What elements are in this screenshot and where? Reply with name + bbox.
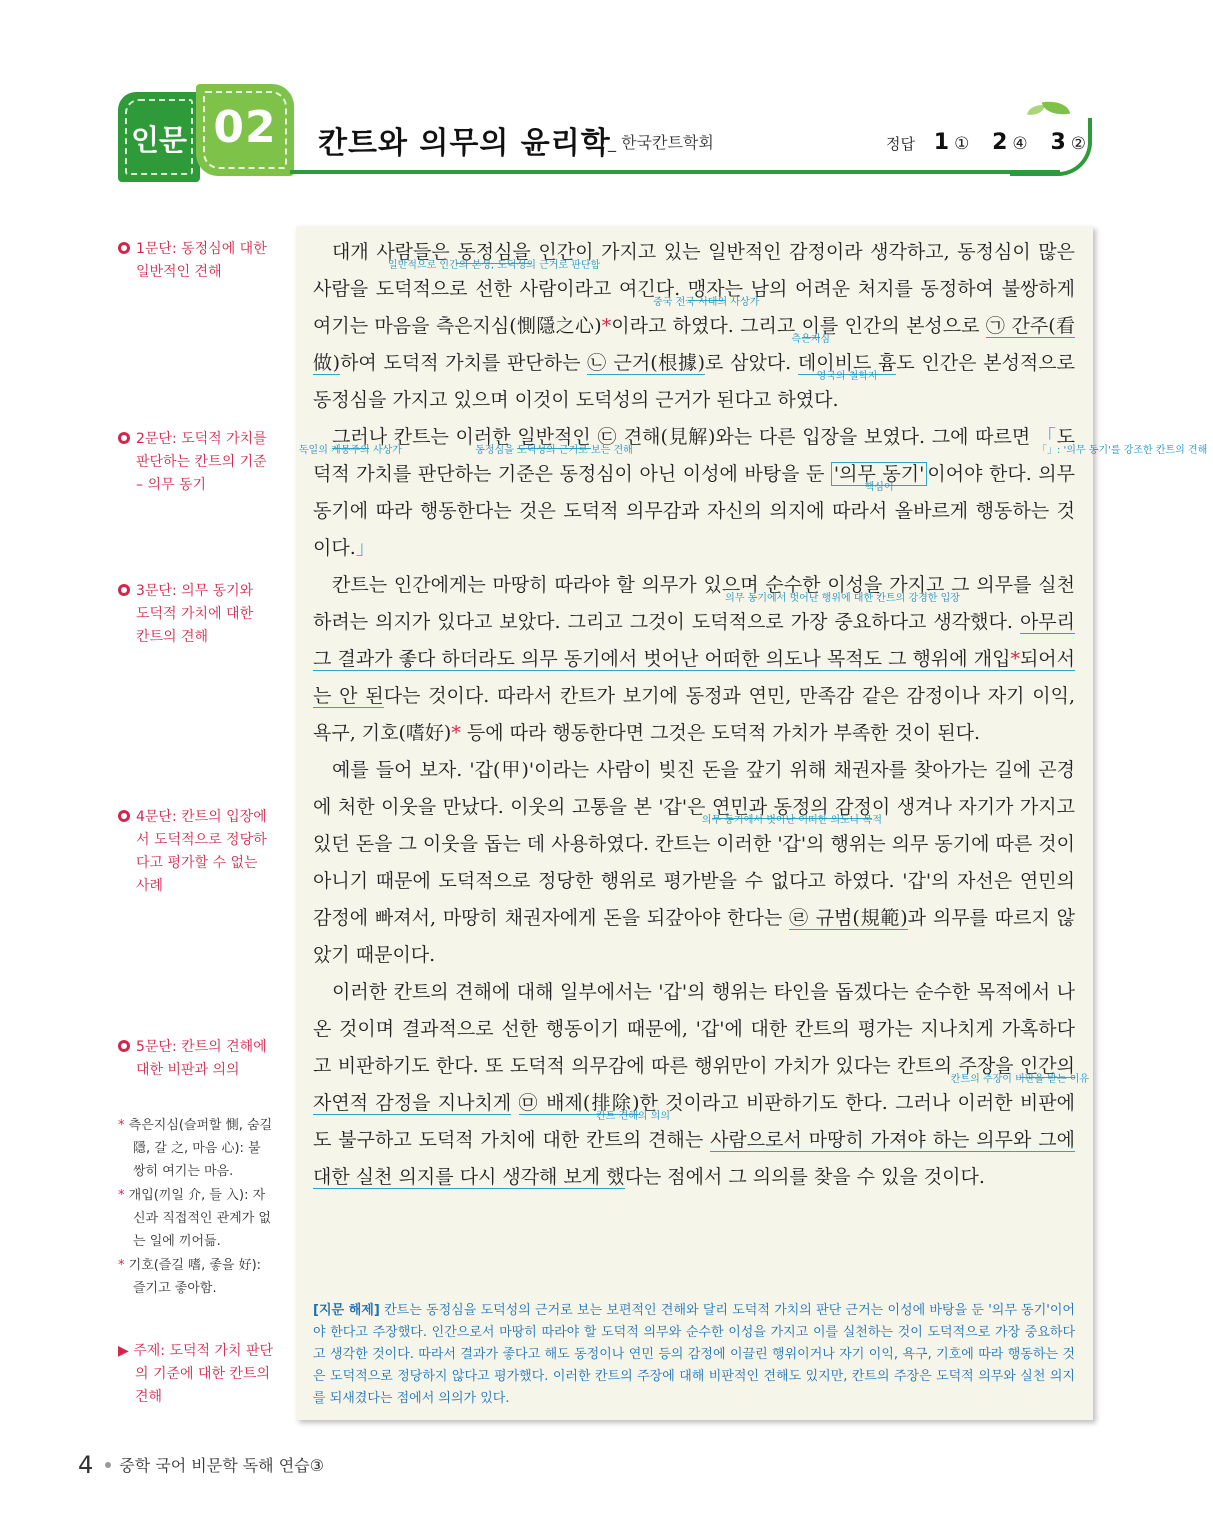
paragraph-2: 그러 독일의 계몽주의 사상가 나 칸트는 이러한 일반적인 동정심을 도덕성의 근거로 보는 견해 ㉢ 견해(見解)와는 다른 입장을 보였다. 그에 따르면 「 「」: '의무 동기'를 강조한 칸트의 견해 도덕적 가치를 판단하는 기준은 동정심이 아닌 이성에 바탕을 둔 '의무 동기' 핵심어 이어야 한다. 의무 동기에 따라 행동한다는 것은 도덕적 의무감과 자신의 의지에 따라서 올바르게 행동하는 것이다.」 bbox=[298, 426, 1208, 559]
paragraph-note-2: 2문단: 도덕적 가치를 판단하는 칸트의 기준 – 의무 동기 bbox=[118, 428, 268, 497]
bullet-icon bbox=[118, 1040, 130, 1052]
paragraph-3: 칸트는 인간에게는 마땅히 따라야 할 의무가 있으며 순수한 이성을 가지고 그 의무를 실천하려는 의지가 있다고 보았다. 그리고 그것이 도덕적으로 가장 중요하다고 생각했다. 아무리 그 결과가 좋다 하더라도 의무 동기에서 벗어난 어떠한 의도나 목적도 그 행위에 개입*되어서는 안 된 의무 동기에서 벗어난 행위에 대한 칸트의 강경한 입장 다는 것이다. 따라서 칸트가 보기에 동정과 연민, 만족감 같은 감정이나 자기 이익, 욕구, 기호(嗜好)* 등에 따라 행동한다면 그것은 도덕적 가치가 부족한 것이 된다. bbox=[313, 574, 1075, 744]
answers-label: 정답 bbox=[886, 135, 915, 153]
page-footer bbox=[78, 1451, 324, 1479]
book-title: 중학 국어 비문학 독해 연습③ bbox=[119, 1456, 324, 1475]
answer-key bbox=[886, 130, 1086, 155]
subject-label: 인문 bbox=[130, 123, 188, 157]
answer-q3: 3 bbox=[1050, 130, 1066, 155]
answer-q1: 1 bbox=[933, 130, 950, 155]
paragraph-note-4: 4문단: 칸트의 입장에서 도덕적으로 정당하다고 평가할 수 없는 사례 bbox=[118, 806, 268, 898]
paragraph-note-5: 5문단: 칸트의 견해에 대한 비판과 의의 bbox=[118, 1036, 268, 1082]
passage-summary bbox=[313, 1300, 1075, 1410]
page-number: 4 bbox=[78, 1451, 94, 1479]
paragraph-note-1: 1문단: 동정심에 대한 일반적인 견해 bbox=[118, 238, 268, 284]
bullet-icon bbox=[118, 242, 130, 254]
glossary-item: * 기호(즐길 嗜, 좋을 好): 즐기고 좋아함. bbox=[118, 1258, 262, 1296]
subject-badge bbox=[118, 92, 200, 182]
header-rule bbox=[290, 170, 1060, 174]
glossary-item: * 개입(끼일 介, 들 入): 자신과 직접적인 관계가 없는 일에 끼어듦. bbox=[118, 1188, 271, 1249]
summary-text: 칸트는 동정심을 도덕성의 근거로 보는 보편적인 견해와 달리 도덕적 가치의 판단 근거는 이성에 바탕을 둔 '의무 동기'이어야 한다고 주장했다. 인간으로서 마땅히 따라야 할 도덕적 의무와 순수한 이성을 가지고 이를 실천하는 것이 도덕적으로 가장 중요하다고 생각한 것이다. 따라서 결과가 좋다고 해도 동정이나 연민 등의 감정에 이끌린 행위이거나 자기 이익, 욕구, 기호에 따라 행동하는 것은 도덕적으로 정당하지 않다고 평가했다. 이러한 칸트의 주장에 대해 비판적인 견해도 있지만, 칸트의 주장은 도덕적 의무와 실천 의지를 되새겼다는 점에서 의의가 있다. bbox=[313, 1303, 1075, 1406]
bullet-icon bbox=[118, 810, 130, 822]
dot-icon bbox=[105, 1462, 111, 1468]
glossary-item: * 측은지심(슬퍼할 惻, 숨길 隱, 갈 之, 마음 心): 불쌍히 여기는 마음. bbox=[118, 1118, 273, 1179]
number-label: 02 bbox=[213, 102, 277, 153]
leaf-icon bbox=[1042, 98, 1070, 118]
answer-a2: ④ bbox=[1012, 134, 1028, 154]
paragraph-1: 대개 사람들은 동정심을 일반적으로 인간의 본성, 도덕성의 근거로 판단함 인간이 가지고 있는 일반적인 감정이라 생각하고, 동정심이 많은 사람을 도덕적으로 선한 사람이라고 여긴다. 맹자 중국 전국 시대의 사상가 는 남의 어려운 처지를 동정하여 불쌍하게 여기는 마음을 측은지심(惻隱之心)*이라고 하였다. 그리고 이 측은지심 를 인간의 본성으로 ㉠ 간주(看做)하여 도덕적 가치를 판단하는 ㉡ 근거(根據)로 삼았다. 데이비드 흄 영국의 철학자 도 인간은 본성적으로 동정심을 가지고 있으며 이것이 도덕성의 근거가 된다고 하였다. bbox=[313, 241, 1075, 411]
page-title: 칸트와 의무의 윤리학 bbox=[318, 126, 611, 161]
paragraph-5: 이러한 칸트의 견해에 대해 일부에서는 '갑'의 행위는 타인을 돕겠다는 순수한 목적에서 나온 것이며 결과적으로 선한 행동이기 때문에, '갑'에 대한 칸트의 평가는 지나치게 가혹하다고 비판하기도 한다. 또 도덕적 의무감에 따른 행위만이 가치가 있다는 칸트의 주장을 인간의 자연적 감정을 지나치게 칸트의 주장이 비판을 받는 이유 ㉤ 배제(排除)한 것이라고 비판하기도 한다. 그러나 이러한 비판에도 불구하고 도덕적 가치에 대한 칸트의 견해는 사람으로서 마땅히 가져야 하는 의무와 그에 대한 실천 의지를 다시 생각해 보게 했 칸트 견해의 의의 다는 점에서 그 의의를 찾을 수 있을 것이다. bbox=[313, 981, 1090, 1188]
paragraph-note-3: 3문단: 의무 동기와 도덕적 가치에 대한 칸트의 견해 bbox=[118, 580, 268, 649]
number-badge bbox=[196, 84, 294, 176]
answer-q2: 2 bbox=[992, 130, 1008, 155]
passage bbox=[298, 234, 1208, 1196]
topic-note: ▶ 주제: 도덕적 가치 판단의 기준에 대한 칸트의 견해 bbox=[118, 1343, 273, 1405]
answer-a3: ② bbox=[1070, 134, 1087, 154]
answer-a1: ① bbox=[954, 134, 970, 154]
bullet-icon bbox=[118, 432, 130, 444]
bullet-icon bbox=[118, 584, 130, 596]
summary-label: [지문 해제] bbox=[313, 1303, 380, 1318]
author: _ 한국칸트학회 bbox=[608, 133, 714, 152]
glossary bbox=[118, 1114, 273, 1301]
paragraph-4: 예를 들어 보자. '갑(甲)'이라는 사람이 빚진 돈을 갚기 위해 채권자를 찾아가는 길에 곤경에 처한 이웃을 만났다. 이웃의 고통을 본 '갑'은 연민과 동정의 감정 의무 동기에서 벗어난 어떠한 의도나 목적 이 생겨나 자기가 가지고 있던 돈을 그 이웃을 돕는 데 사용하였다. 칸트는 이러한 '갑'의 행위는 의무 동기에 따른 것이 아니기 때문에 도덕적으로 정당한 행위로 평가받을 수 없다고 하였다. '갑'의 자선은 연민의 감정에 빠져서, 마땅히 채권자에게 돈을 되갚아야 한다는 ㉣ 규범(規範)과 의무를 따르지 않았기 때문이다. bbox=[313, 759, 1075, 966]
